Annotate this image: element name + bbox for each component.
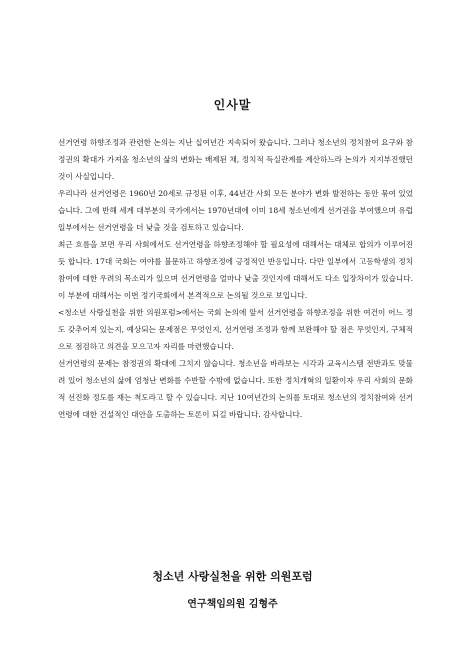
paragraph-2: 우리나라 선거연령은 1960년 20세로 규정된 이후, 44년간 사회 모든 분야가 변화 발전하는 동안 묶여 있었습니다. 그에 반해 세계 대부분의 국가에서는 1970년대에 이미 18세 청소년에게 선거권을 부여했으며 유럽 일부에서는 선거연령을 더 낮출 것을 검토하고 있습니다. [58,189,413,232]
signature-organization: 청소년 사랑실천을 위한 의원포럼 [152,570,313,583]
signature-name: 연구책임의원 김형주 [187,599,278,610]
paragraph-5: 선거연령의 문제는 참정권의 확대에 그치지 않습니다. 청소년을 바라보는 시각과 교육시스템 전반과도 맞물려 있어 청소년의 삶에 엄청난 변화를 수반할 수밖에 없습니다. 또한 정치개혁의 일환이자 우리 사회의 문화적 선진화 정도를 재는 척도라고 할 수 있습니다. 지난 10여년간의 논의를 토대로 청소년의 정치참여와 선거연령에 대한 건설적인 대안을 도출하는 토론이 되길 바랍니다. 감사합니다. [58,359,413,419]
paragraph-4: <청소년 사랑실천을 위한 의원포럼>에서는 국회 논의에 앞서 선거연령을 하향조정을 위한 여건이 어느 정도 갖추어져 있는지, 예상되는 문제점은 무엇인지, 선거연령 조정과 함께 보완해야 할 점은 무엇인지, 구체적으로 점검하고 의견을 모으고자 자리를 마련했습니다. [58,308,413,351]
paragraph-3: 최근 흐름을 보면 우리 사회에서도 선거연령을 하향조정해야 할 필요성에 대해서는 대체로 합의가 이루어진 듯 합니다. 17대 국회는 여야를 불문하고 하향조정에 긍정적인 반응입니다. 다만 일부에서 고등학생의 정치참여에 대한 우려의 목소리가 있으며 선거연령을 얼마나 낮출 것인지에 대해서도 다소 입장차이가 있습니다. 이 부분에 대해서는 이번 정기국회에서 본격적으로 논의될 것으로 보입니다. [58,240,413,300]
page-title: 인사말 [213,98,252,112]
body-text [58,134,413,423]
paragraph-1: 선거연령 하향조정과 관련한 논의는 지난 십여년간 지속되어 왔습니다. 그러나 청소년의 정치참여 요구와 참정권의 확대가 가져올 청소년의 삶의 변화는 배제된 채, 정치적 득실관계를 계산하느라 논의가 지지부진했던 것이 사실입니다. [58,138,413,181]
